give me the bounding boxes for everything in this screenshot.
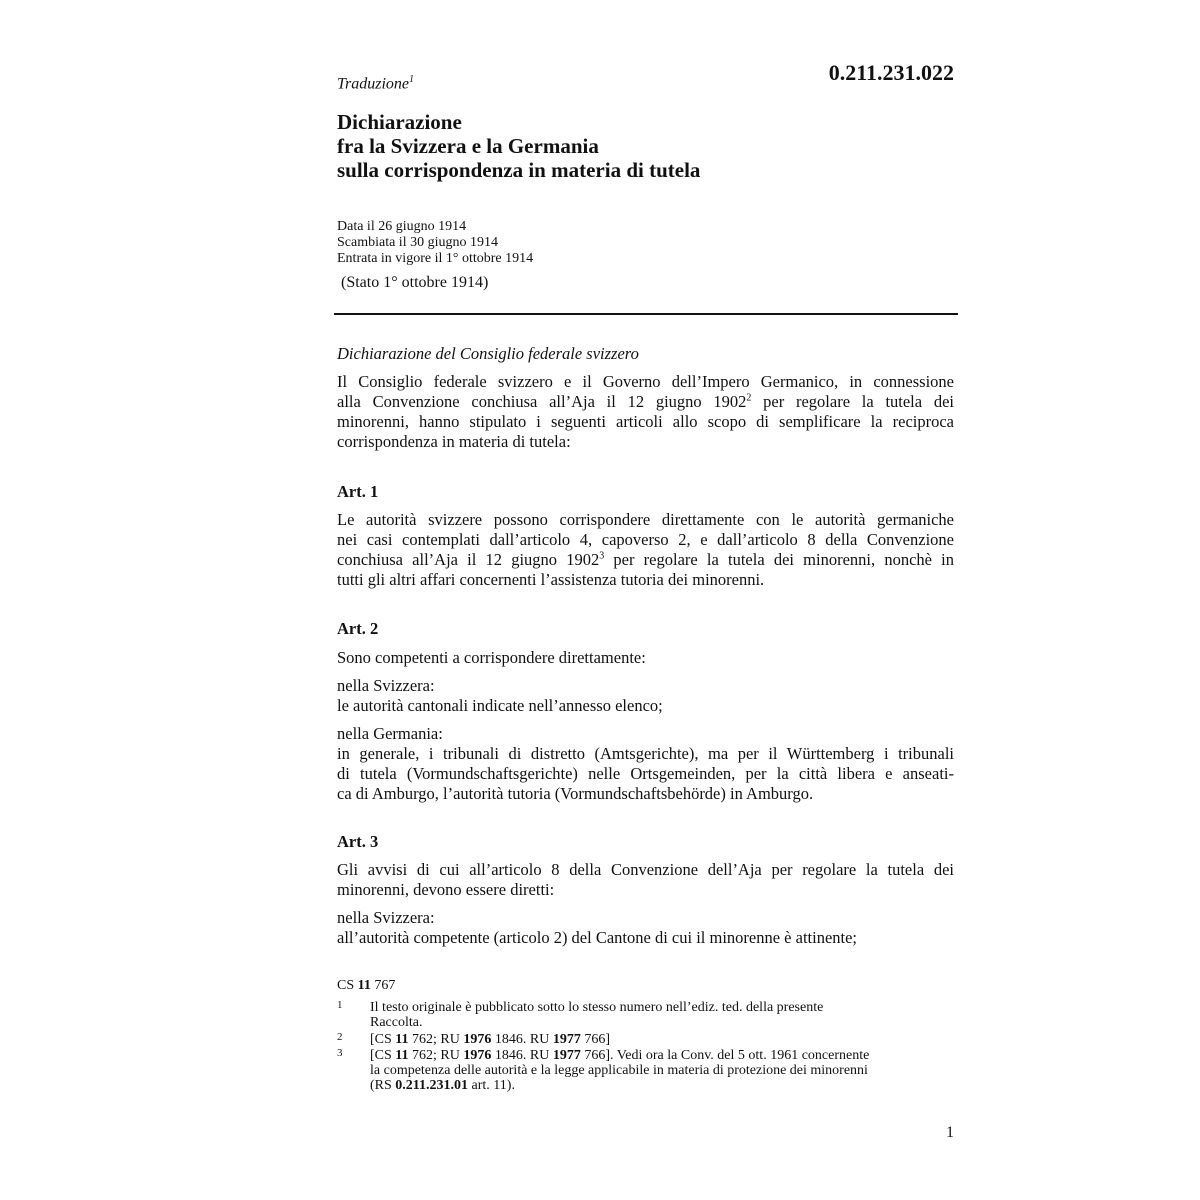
footnote-3-line-2: la competenza delle autorità e la legge applicabile in materia di protezione dei minorenni xyxy=(370,1063,868,1078)
preamble-line-2a: alla Convenzione conchiusa all’Aja il 12 giugno 1902 xyxy=(337,392,747,411)
fn3-part: [CS xyxy=(370,1048,396,1063)
art-2-swiss-text: le autorità cantonali indicate nell’annesso elenco; xyxy=(337,696,663,715)
fn2-part: 1846. RU xyxy=(491,1032,553,1047)
art-3-text xyxy=(337,860,954,900)
fn2-part: 762; RU xyxy=(408,1032,464,1047)
preamble-line-3: minorenni, hanno stipulato i seguenti articoli allo scopo di semplificare la reciproca xyxy=(337,412,954,431)
footnote-1-line-2: Raccolta. xyxy=(370,1015,423,1030)
fn3-part: (RS xyxy=(370,1078,396,1093)
fn2-bold: 11 xyxy=(395,1032,409,1047)
art-3-line-1: Gli avvisi di cui all’articolo 8 della Convenzione dell’Aja per regolare la tutela dei xyxy=(337,860,954,879)
title-line-3: sulla corrispondenza in materia di tutela xyxy=(337,158,701,182)
footnote-number: 1 xyxy=(337,999,343,1011)
date-given: Data il 26 giugno 1914 xyxy=(337,219,467,234)
footnote-text xyxy=(370,1032,960,1047)
art-2-swiss-label: nella Svizzera: xyxy=(337,676,435,695)
art-1-line-1: Le autorità svizzere possono corrispondere direttamente con le autorità germaniche xyxy=(337,510,954,529)
preamble-heading: Dichiarazione del Consiglio federale svizzero xyxy=(337,344,639,363)
date-in-force: Entrata in vigore il 1° ottobre 1914 xyxy=(337,251,534,266)
art-2-german-label: nella Germania: xyxy=(337,724,443,743)
footnote-1 xyxy=(337,1000,960,1030)
cs-volume: 11 xyxy=(357,978,371,993)
art-2-heading: Art. 2 xyxy=(337,619,379,638)
fn2-bold: 1976 xyxy=(463,1032,492,1047)
footnote-1-line-1: Il testo originale è pubblicato sotto lo stesso numero nell’ediz. ted. della presente xyxy=(370,1000,824,1015)
fn3-bold: 11 xyxy=(395,1048,409,1063)
fn2-part: 766] xyxy=(580,1032,610,1047)
art-2-swiss xyxy=(337,676,954,716)
art-1-line-3a: conchiusa all’Aja il 12 giugno 1902 xyxy=(337,550,600,569)
fn3-bold: 1976 xyxy=(463,1048,492,1063)
translation-text: Traduzione xyxy=(337,75,410,93)
title-line-1: Dichiarazione xyxy=(337,110,462,134)
sr-number: 0.211.231.022 xyxy=(828,60,954,85)
title-line-2: fra la Svizzera e la Germania xyxy=(337,134,599,158)
art-3-swiss xyxy=(337,908,954,948)
preamble-line-2 xyxy=(337,392,954,412)
preamble-text xyxy=(337,372,954,452)
art-2-german-line-2: di tutela (Vormundschaftsgerichte) nelle Ortsgemeinden, per la città libera e anseati- xyxy=(337,764,954,783)
header-divider xyxy=(334,313,958,315)
art-1-line-3 xyxy=(337,550,954,570)
art-3-swiss-text: all’autorità competente (articolo 2) del Cantone di cui il minorenne è attinente; xyxy=(337,928,858,947)
footnote-2 xyxy=(337,1032,960,1047)
cs-prefix: CS xyxy=(337,978,358,993)
page-number: 1 xyxy=(946,1124,954,1141)
art-1-line-2: nei casi contemplati dall’articolo 4, capoverso 2, e dall’articolo 8 della Convenzione xyxy=(337,530,954,549)
footnote-text xyxy=(370,1000,960,1030)
translation-label xyxy=(337,74,414,93)
fn3-part: 762; RU xyxy=(408,1048,464,1063)
art-3-swiss-label: nella Svizzera: xyxy=(337,908,435,927)
art-2-intro: Sono competenti a corrispondere direttamente: xyxy=(337,648,646,667)
fn3-part: 1846. RU xyxy=(491,1048,553,1063)
cs-page: 767 xyxy=(370,978,396,993)
art-1-heading: Art. 1 xyxy=(337,482,379,501)
footnote-3-line-3 xyxy=(370,1078,960,1093)
preamble-line-1: Il Consiglio federale svizzero e il Governo dell’Impero Germanico, in connessione xyxy=(337,372,954,391)
preamble-line-2b: per regolare la tutela dei xyxy=(751,392,954,411)
footnote-3 xyxy=(337,1048,960,1093)
footnote-ref-3[interactable]: 3 xyxy=(599,550,605,562)
fn3-bold: 0.211.231.01 xyxy=(395,1078,469,1093)
dates-block xyxy=(337,219,533,267)
fn3-bold: 1977 xyxy=(552,1048,581,1063)
preamble-line-4: corrispondenza in materia di tutela: xyxy=(337,432,571,451)
art-2-germany xyxy=(337,724,954,804)
footnote-3-line-1 xyxy=(370,1048,960,1063)
art-1-text xyxy=(337,510,954,590)
art-3-line-2: minorenni, devono essere diretti: xyxy=(337,880,555,899)
date-exchanged: Scambiata il 30 giugno 1914 xyxy=(337,235,498,250)
fn2-part: [CS xyxy=(370,1032,396,1047)
footnote-text xyxy=(370,1048,960,1093)
cs-reference xyxy=(337,978,395,994)
footnote-number: 2 xyxy=(337,1031,343,1043)
art-2-german-line-3: ca di Amburgo, l’autorità tutoria (Vormundschaftsbehörde) in Amburgo. xyxy=(337,784,814,803)
footnote-ref-2[interactable]: 2 xyxy=(746,392,752,404)
fn3-part: 766]. Vedi ora la Conv. del 5 ott. 1961 concernente xyxy=(580,1048,870,1063)
footnote-number: 3 xyxy=(337,1047,343,1059)
footnote-ref-1[interactable]: 1 xyxy=(409,74,415,85)
document-title xyxy=(337,110,957,182)
art-1-line-4: tutti gli altri affari concernenti l’assistenza tutoria dei minorenni. xyxy=(337,570,765,589)
art-3-heading: Art. 3 xyxy=(337,832,379,851)
fn3-part: art. 11). xyxy=(468,1078,515,1093)
art-2-german-line-1: in generale, i tribunali di distretto (Amtsgerichte), ma per il Württemberg i tribunali xyxy=(337,744,954,763)
art-1-line-3b: per regolare la tutela dei minorenni, nonchè in xyxy=(604,550,954,569)
status-date: (Stato 1° ottobre 1914) xyxy=(341,274,489,291)
fn2-bold: 1977 xyxy=(552,1032,581,1047)
